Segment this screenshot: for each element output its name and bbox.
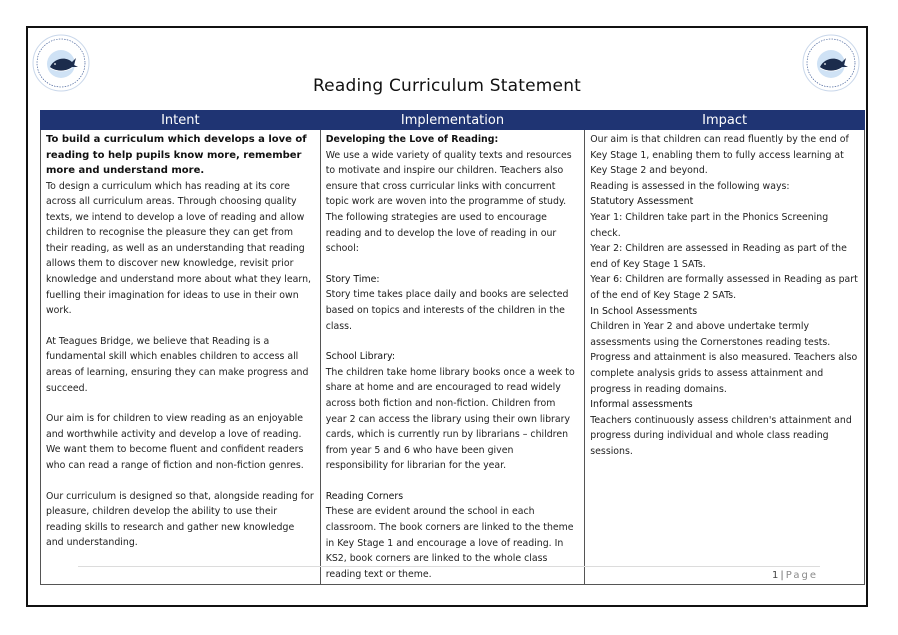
document-title: Reading Curriculum Statement	[312, 76, 582, 96]
document-page	[26, 26, 868, 607]
impl-heading-school-library: School Library:	[325, 351, 396, 363]
intent-paragraph-4: Our curriculum is designed so that, alongside reading for pleasure, children develop the ability to use their reading skills to research and gather new knowledge and understanding.	[46, 490, 314, 549]
intent-lead: To build a curriculum which develops a love of reading to help pupils know more, remember more and understand more.	[46, 134, 307, 176]
impact-cell	[585, 130, 865, 585]
page-number-separator: |	[780, 570, 784, 581]
impact-heading-informal: Informal assessments	[590, 399, 693, 411]
implementation-cell	[320, 130, 585, 585]
impl-heading-reading-corners: Reading Corners	[325, 490, 404, 502]
impact-year-2: Year 2: Children are assessed in Reading as part of the end of Key Stage 1 SATs.	[590, 243, 847, 270]
impl-paragraph-3: The children take home library books once a week to share at home and are encouraged to read widely across both fiction and non-fiction. Children from year 2 can access the library using their own library cards, which is currently run by librarians – children from year 5 and 6 who have been given responsibility for librarian for the year.	[325, 366, 575, 472]
impact-paragraph-2: Reading is assessed in the following ways:	[590, 180, 790, 192]
page-label: Page	[785, 570, 818, 581]
impl-heading-love-of-reading: Developing the Love of Reading:	[325, 134, 499, 145]
intent-cell	[41, 130, 321, 585]
table-row	[41, 130, 865, 585]
curriculum-table	[40, 110, 865, 585]
header-impact: Impact	[585, 111, 865, 130]
intent-paragraph-1: To design a curriculum which has reading at its core across all curriculum areas. Through choosing quality texts, we intend to develop a love of reading and allow children to recognise the pleasure they can get from their reading, as well as an understanding that reading allows them to discover new knowledge, revisit prior knowledge and understand more about what they learn, fuelling their imagination for ideas to use in their own work.	[46, 180, 311, 317]
impl-paragraph-2: Story time takes place daily and books are selected based on topics and interests of the children in the class.	[325, 289, 569, 332]
intent-paragraph-3: Our aim is for children to view reading as an enjoyable and worthwhile activity and develop a love of reading. We want them to become fluent and confident readers who can read a range of fiction and non-fiction genres.	[46, 413, 304, 471]
intent-paragraph-2: At Teagues Bridge, we believe that Reading is a fundamental skill which enables children to access all areas of learning, ensuring they can make progress and succeed.	[46, 335, 309, 394]
impact-heading-in-school: In School Assessments	[590, 305, 698, 317]
header-intent: Intent	[41, 111, 321, 130]
page-number-value: 1	[772, 570, 779, 581]
impact-paragraph-1: Our aim is that children can read fluently by the end of Key Stage 1, enabling them to fully access learning at Key Stage 2 and beyond.	[590, 134, 849, 177]
impact-heading-statutory: Statutory Assessment	[590, 196, 694, 208]
impact-year-6: Year 6: Children are formally assessed in Reading as part of the end of Key Stage 2 SATs.	[590, 274, 858, 301]
table-header-row	[41, 111, 865, 130]
impl-paragraph-1: We use a wide variety of quality texts and resources to motivate and inspire our children. Teachers also ensure that cross curricular links with concurrent topic work are woven into the programme of study. The following strategies are used to encourage reading and to develop the love of reading in our school:	[325, 149, 572, 255]
impact-paragraph-4: Teachers continuously assess children's attainment and progress during individual and whole class reading sessions.	[590, 414, 852, 457]
impl-heading-story-time: Story Time:	[325, 273, 380, 285]
impact-year-1: Year 1: Children take part in the Phonics Screening check.	[590, 211, 829, 239]
footer-rule	[78, 566, 820, 567]
page-number	[772, 570, 818, 581]
impact-paragraph-3: Children in Year 2 and above undertake termly assessments using the Cornerstones reading tests. Progress and attainment is also measured. Teachers also complete analysis grids to assess attainment and progress in reading domains.	[590, 321, 858, 395]
header-implementation: Implementation	[320, 111, 585, 130]
impl-paragraph-4: These are evident around the school in each classroom. The book corners are linked to the theme in Key Stage 1 and encourage a love of reading. In KS2, book corners are linked to the whole class reading text or theme.	[325, 506, 574, 580]
